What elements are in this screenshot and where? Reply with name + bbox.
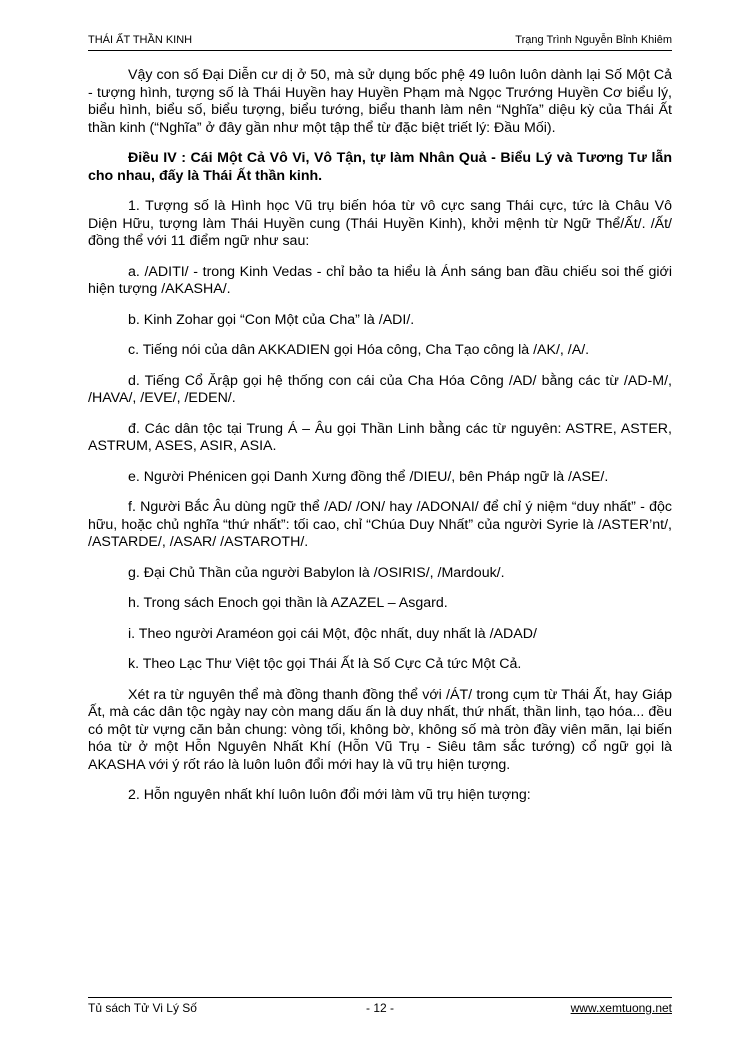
list-item-b: b. Kinh Zohar gọi “Con Một của Cha” là /ADI/. (128, 311, 415, 328)
page-footer (88, 1001, 672, 1017)
header-divider (88, 50, 672, 51)
paragraph-analysis: Xét ra từ nguyên thể mà đồng thanh đồng thể với /ÁT/ trong cụm từ Thái Ất, hay Giáp Ất, mà các dân tộc ngày nay còn mang dấu ấn là duy nhất, thứ nhất, thần linh, tạo hóa... đều có một từ vựng căn bản chung: vòng tối, không bờ, không số mà tròn đầy viên mãn, lại biến hóa từ ở một Hỗn Nguyên Nhất Khí (Hỗn Vũ Trụ - Siêu tâm sắc tướng) cổ ngữ gọi là AKASHA với ý rốt ráo là luôn luôn đổi mới hay là vũ trụ hiện tượng. (88, 686, 672, 773)
page-header (88, 33, 672, 49)
list-item-f: f. Người Bắc Âu dùng ngữ thể /AD/ /ON/ hay /ADONAI/ để chỉ ý niệm “duy nhất” - độc hữu, hoặc chủ nghĩa “thứ nhất”: tối cao, chỉ “Chúa Duy Nhất” của người Syrie là /ASTER’nt/, /ASTARDE/, /ASAR/ /ASTAROTH/. (88, 499, 672, 550)
list-item-g: g. Đại Chủ Thần của người Babylon là /OSIRIS/, /Mardouk/. (128, 564, 505, 581)
list-item-c: c. Tiếng nói của dân AKKADIEN gọi Hóa công, Cha Tạo công là /AK/, /A/. (128, 342, 590, 358)
list-item-a: a. /ADITI/ - trong Kinh Vedas - chỉ bảo ta hiểu là Ánh sáng ban đầu chiếu soi thế giới hiện tượng /AKASHA/. (88, 263, 672, 297)
footer-website-link[interactable]: www.xemtuong.net (570, 1001, 672, 1015)
paragraph-intro: Vậy con số Đại Diễn cư dị ở 50, mà sử dụng bốc phệ 49 luôn luôn dành lại Số Một Cả - tượng hình, tượng số là Thái Huyền hay Huyền Phạm mà Ngọc Trướng Huyền Cơ biểu lý, biểu hình, biểu số, biểu tượng, biểu tướng, biểu thanh làm nên “Nghĩa” diệu kỳ của Thái Ất thần kinh (“Nghĩa” ở đây gần như một tập thể từ đặc biệt triết lý: Đầu Mối). (88, 67, 672, 136)
list-item-h: h. Trong sách Enoch gọi thần là AZAZEL – Asgard. (128, 595, 448, 611)
page-body (88, 67, 672, 818)
list-item-e: e. Người Phénicen gọi Danh Xưng đồng thể /DIEU/, bên Pháp ngữ là /ASE/. (128, 468, 609, 485)
footer-series: Tủ sách Tử Vi Lý Số (88, 1001, 197, 1015)
footer-divider (88, 997, 672, 998)
section-heading: Điều IV : Cái Một Cả Vô Vi, Vô Tận, tự làm Nhân Quả - Biểu Lý và Tương Tư lẫn cho nhau, đấy là Thái Ất thần kinh. (88, 150, 672, 184)
list-item-dd: đ. Các dân tộc tại Trung Á – Âu gọi Thần Linh bằng các từ nguyên: ASTRE, ASTER, ASTRUM, ASES, ASIR, ASIA. (88, 420, 672, 454)
paragraph-item-1: 1. Tượng số là Hình học Vũ trụ biến hóa từ vô cực sang Thái cực, tức là Châu Vô Diện Hữu, tượng làm Thái Huyền cung (Thái Huyền Kinh), khởi mệnh từ Ngữ Thể/Ất/. /Ất/ đồng thể với 11 điểm ngữ như sau: (88, 198, 672, 249)
list-item-i: i. Theo người Araméon gọi cái Một, độc nhất, duy nhất là /ADAD/ (128, 625, 537, 642)
header-author: Trạng Trình Nguyễn Bỉnh Khiêm (515, 34, 672, 46)
page-number: - 12 - (365, 1001, 394, 1015)
paragraph-item-2: 2. Hỗn nguyên nhất khí luôn luôn đổi mới làm vũ trụ hiện tượng: (128, 787, 531, 803)
list-item-k: k. Theo Lạc Thư Việt tộc gọi Thái Ất là Số Cực Cả tức Một Cả. (128, 656, 522, 672)
list-item-d: d. Tiếng Cổ Ărập gọi hệ thống con cái của Cha Hóa Công /AD/ bằng các từ /AD-M/, /HAVA/, /EVE/, /EDEN/. (88, 372, 672, 406)
header-book-title: THÁI ẤT THẦN KINH (88, 34, 193, 46)
